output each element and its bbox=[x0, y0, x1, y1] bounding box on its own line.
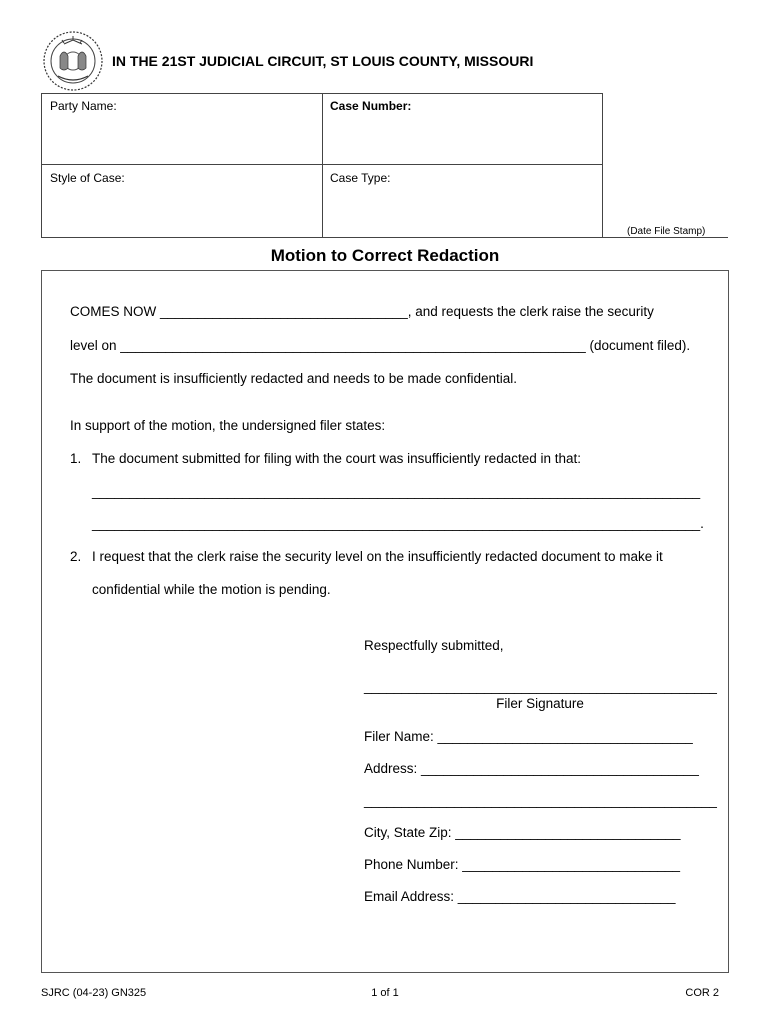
document-code: COR 2 bbox=[685, 987, 719, 999]
page-number: 1 of 1 bbox=[371, 987, 399, 999]
phone-number-field: Phone Number: _____________________________ bbox=[364, 857, 681, 872]
filer-name-field: Filer Name: __________________________________ bbox=[364, 729, 693, 744]
item-1-text: The document submitted for filing with the court was insufficiently redacted in that: bbox=[92, 451, 581, 466]
city-state-zip-field: City, State Zip: ______________________________ bbox=[364, 825, 681, 840]
case-info-box bbox=[41, 93, 603, 238]
item-2-continuation: confidential while the motion is pending. bbox=[92, 582, 331, 597]
case-number-label: Case Number: bbox=[330, 99, 412, 113]
respectfully-submitted: Respectfully submitted, bbox=[364, 638, 504, 653]
blank-line: _________________________________________________________________________________ bbox=[92, 484, 701, 499]
item-1-number: 1. bbox=[70, 451, 82, 466]
address-field: Address: _____________________________________ bbox=[364, 761, 699, 776]
item-2-number: 2. bbox=[70, 549, 82, 564]
party-name-label: Party Name: bbox=[50, 99, 117, 113]
level-on-line: level on ______________________________________________________________ (document filed). bbox=[70, 338, 691, 353]
date-stamp-line bbox=[603, 237, 728, 238]
item-2-text: I request that the clerk raise the security level on the insufficiently redacted document to make it bbox=[92, 549, 663, 564]
missouri-seal-icon bbox=[42, 30, 104, 92]
comes-now-line: COMES NOW _________________________________, and requests the clerk raise the security bbox=[70, 304, 654, 319]
form-code: SJRC (04-23) GN325 bbox=[41, 987, 147, 999]
blank-line: _________________________________________________________________________________. bbox=[92, 516, 704, 531]
date-file-stamp-label: (Date File Stamp) bbox=[627, 226, 706, 237]
style-of-case-label: Style of Case: bbox=[50, 171, 125, 185]
divider bbox=[322, 94, 323, 237]
signature-line: _______________________________________________ bbox=[364, 679, 717, 694]
case-type-label: Case Type: bbox=[330, 171, 391, 185]
email-address-field: Email Address: _____________________________ bbox=[364, 889, 676, 904]
divider bbox=[42, 164, 602, 165]
address-line-2: _______________________________________________ bbox=[364, 793, 717, 808]
insufficient-statement: The document is insufficiently redacted and needs to be made confidential. bbox=[70, 371, 518, 386]
support-intro: In support of the motion, the undersigned filer states: bbox=[70, 418, 386, 433]
court-title: IN THE 21ST JUDICIAL CIRCUIT, ST LOUIS COUNTY, MISSOURI bbox=[112, 53, 534, 69]
filer-signature-label: Filer Signature bbox=[496, 696, 584, 711]
document-title: Motion to Correct Redaction bbox=[270, 246, 500, 265]
